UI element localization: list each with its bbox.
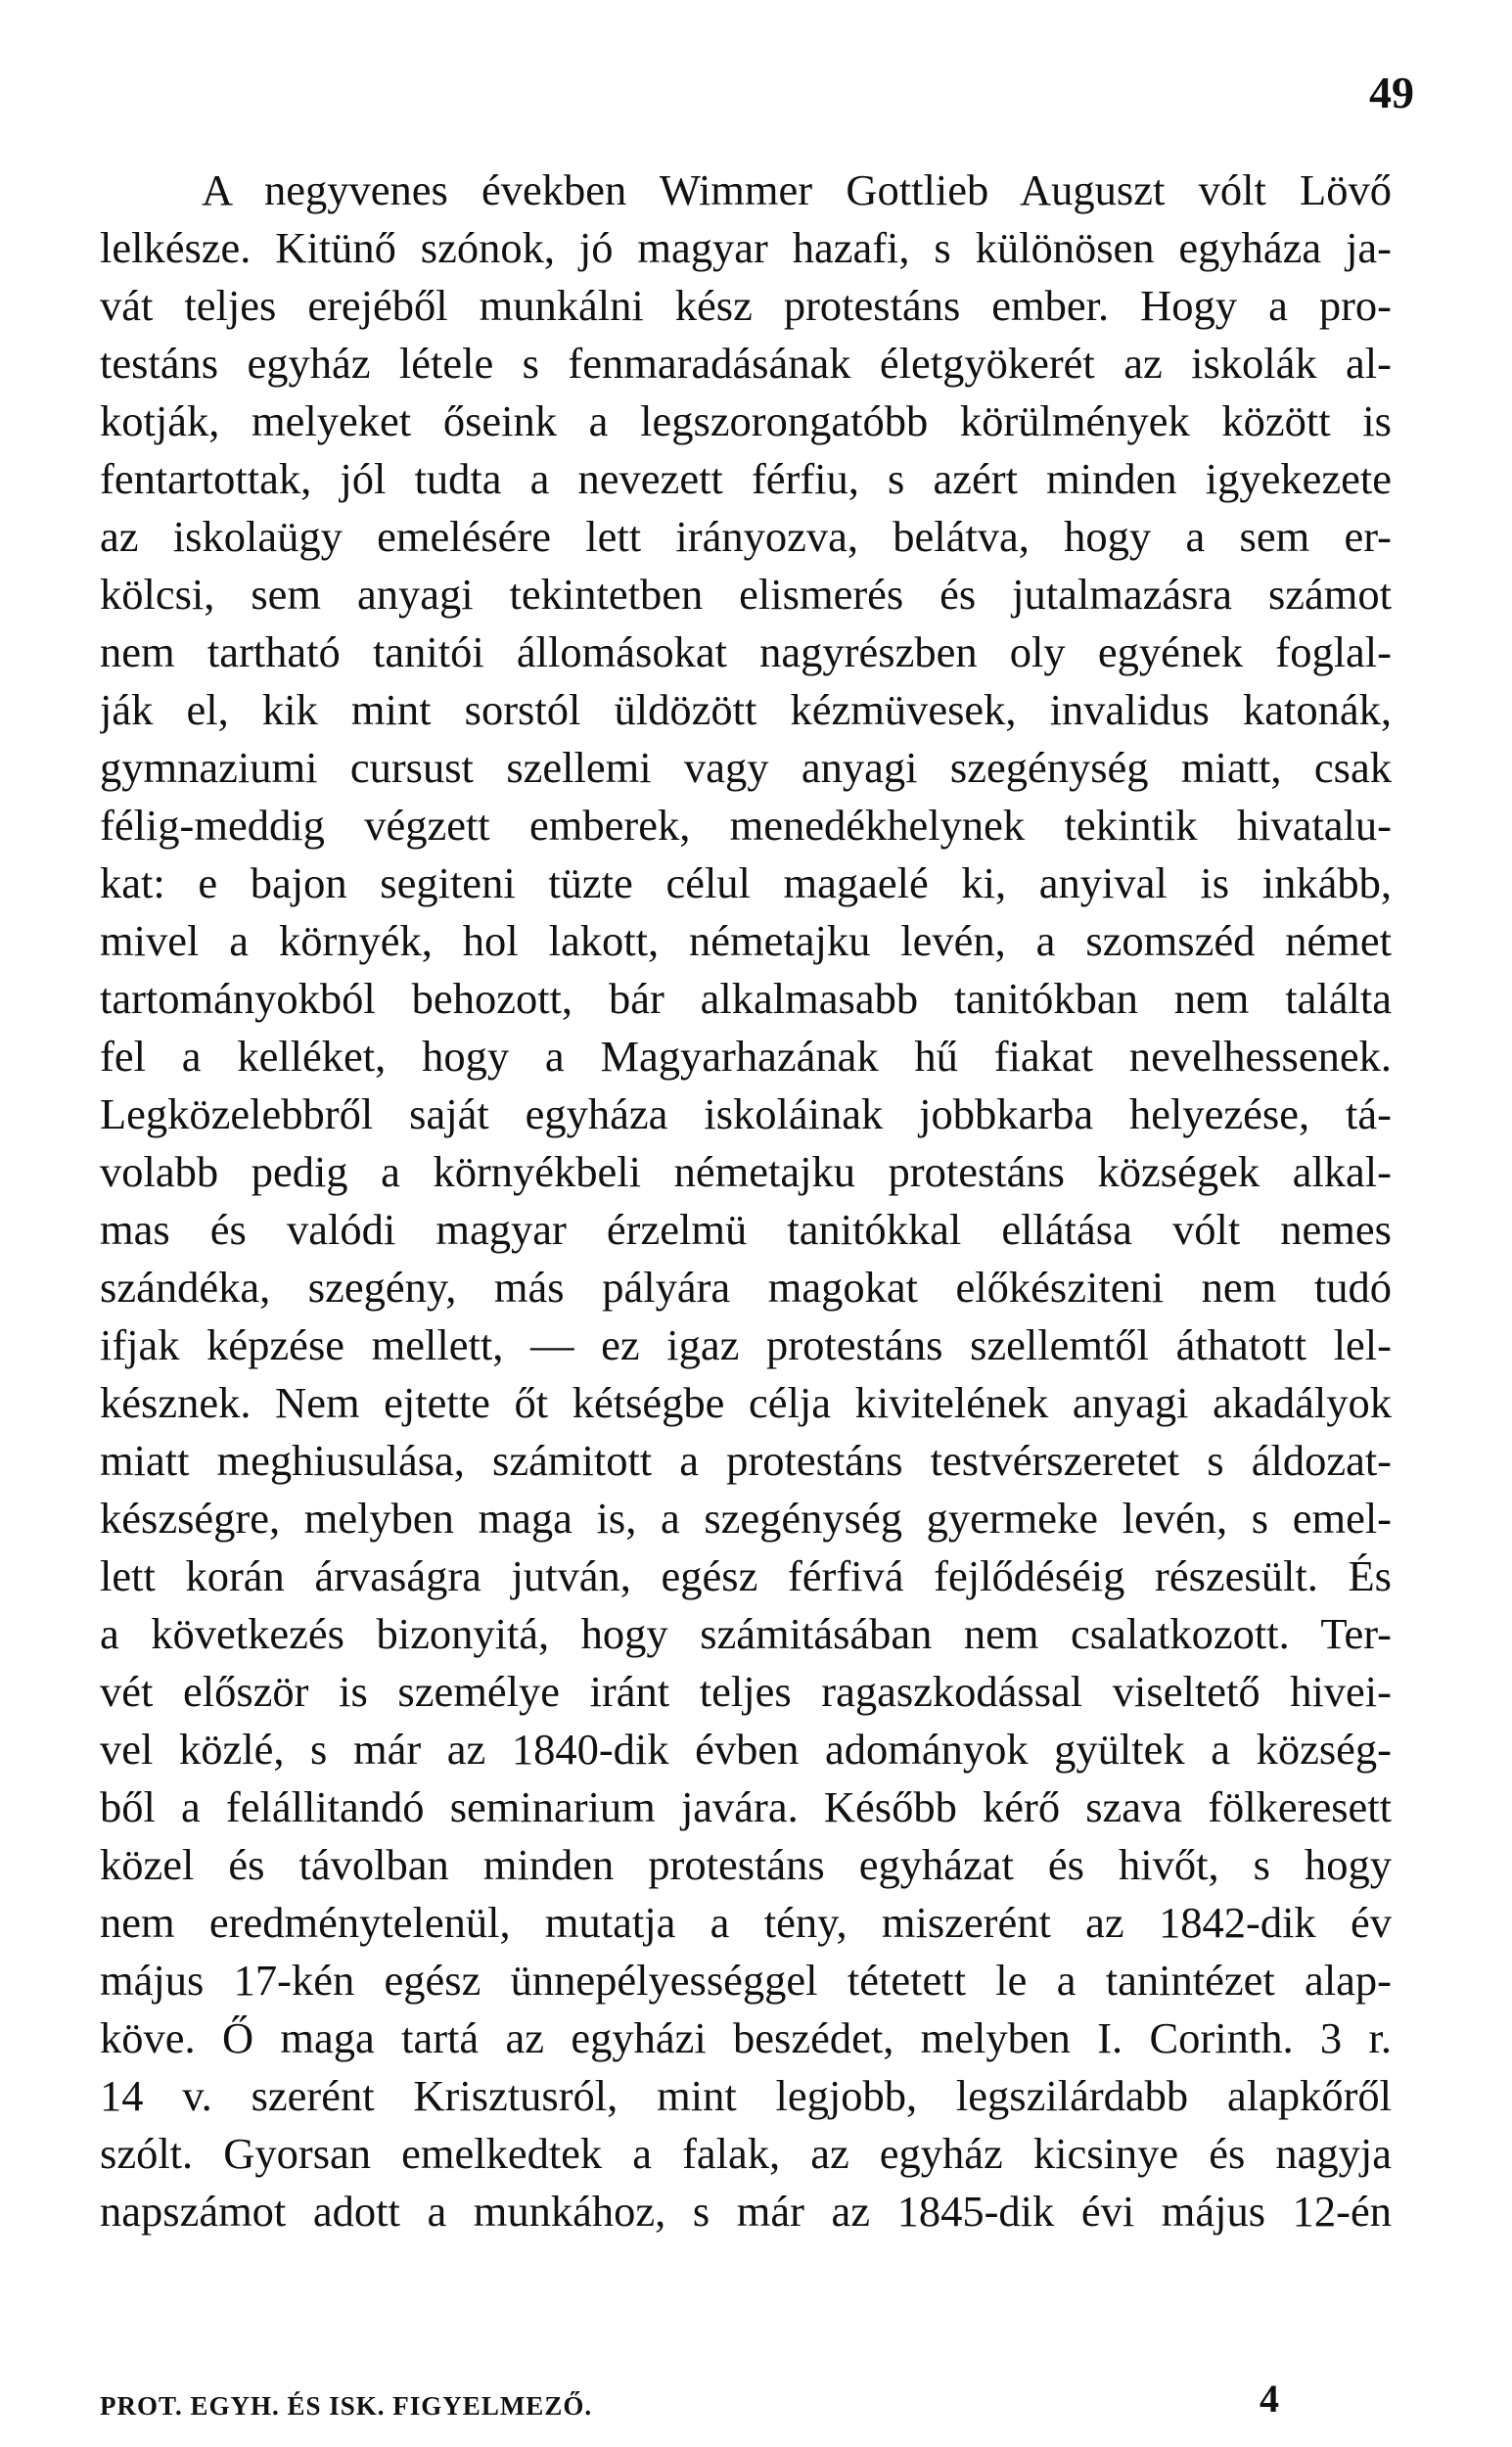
text-line: mas és valódi magyar érzelmü tanitókkal ellátása vólt nemes <box>100 1205 1392 1254</box>
text-line: nem tartható tanitói állomásokat nagyrészben oly egyének foglal- <box>100 627 1392 676</box>
text-line: közel és távolban minden protestáns egyházat és hivőt, s hogy <box>100 1840 1392 1889</box>
text-line: vét először is személye iránt teljes ragaszkodással viseltető hivei- <box>100 1667 1392 1716</box>
page-number: 49 <box>1369 68 1414 117</box>
text-line: lelkésze. Kitünő szónok, jó magyar hazafi, s különösen egyháza ja- <box>100 223 1392 272</box>
text-line: A negyvenes években Wimmer Gottlieb Auguszt vólt Lövő <box>202 165 1392 214</box>
text-line: az iskolaügy emelésére lett irányozva, belátva, hogy a sem er- <box>100 512 1392 561</box>
text-line: készségre, melyben maga is, a szegénység gyermeke levén, s emel- <box>100 1494 1392 1543</box>
text-line: napszámot adott a munkához, s már az 1845-dik évi május 12-én <box>100 2187 1392 2236</box>
text-line: kölcsi, sem anyagi tekintetben elismerés és jutalmazásra számot <box>100 570 1392 619</box>
text-line: vel közlé, s már az 1840-dik évben adományok gyültek a község- <box>100 1725 1392 1774</box>
text-line: kat: e bajon segiteni tüzte célul magaelé ki, anyival is inkább, <box>100 858 1392 907</box>
page-footer <box>100 2377 1392 2423</box>
text-line: nem eredménytelenül, mutatja a tény, miszerént az 1842-dik év <box>100 1898 1392 1947</box>
body-text <box>100 162 1392 2240</box>
text-line: késznek. Nem ejtette őt kétségbe célja kivitelének anyagi akadályok <box>100 1378 1392 1427</box>
text-line: ifjak képzése mellett, — ez igaz protestáns szellemtől áthatott lel- <box>100 1320 1392 1369</box>
text-line: gymnaziumi cursust szellemi vagy anyagi szegénység miatt, csak <box>100 743 1392 792</box>
text-line: volabb pedig a környékbeli németajku protestáns községek alkal- <box>100 1147 1392 1196</box>
text-line: tartományokból behozott, bár alkalmasabb tanitókban nem találta <box>100 974 1392 1023</box>
text-line: mivel a környék, hol lakott, németajku levén, a szomszéd német <box>100 916 1392 965</box>
sheet-number: 4 <box>1260 2377 1279 2421</box>
text-line: köve. Ő maga tartá az egyházi beszédet, melyben I. Corinth. 3 r. <box>100 2013 1392 2062</box>
text-line: fentartottak, jól tudta a nevezett férfiu, s azért minden igyekezete <box>100 454 1392 503</box>
text-line: Legközelebbről saját egyháza iskoláinak jobbkarba helyezése, tá- <box>100 1089 1392 1138</box>
text-line: kotják, melyeket őseink a legszorongatóbb körülmények között is <box>100 396 1392 445</box>
text-line: ből a felállitandó seminarium javára. Később kérő szava fölkeresett <box>100 1782 1392 1831</box>
text-line: lett korán árvaságra jutván, egész férfivá fejlődéséig részesült. És <box>100 1551 1392 1600</box>
text-line: 14 v. szerént Krisztusról, mint legjobb, legszilárdabb alapkőről <box>100 2071 1392 2120</box>
text-line: a következés bizonyitá, hogy számitásában nem csalatkozott. Ter- <box>100 1609 1392 1658</box>
text-line: miatt meghiusulása, számitott a protestáns testvérszeretet s áldozat- <box>100 1436 1392 1485</box>
footer-signature: PROT. EGYH. ÉS ISK. FIGYELMEZŐ. <box>100 2391 593 2421</box>
text-line: fel a kelléket, hogy a Magyarhazának hű fiakat nevelhessenek. <box>100 1032 1392 1081</box>
text-line: szólt. Gyorsan emelkedtek a falak, az egyház kicsinye és nagyja <box>100 2129 1392 2178</box>
text-line: ják el, kik mint sorstól üldözött kézmüvesek, invalidus katonák, <box>100 685 1392 734</box>
text-line: szándéka, szegény, más pályára magokat előkésziteni nem tudó <box>100 1263 1392 1312</box>
text-line: május 17-kén egész ünnepélyességgel tétetett le a tanintézet alap- <box>100 1956 1392 2005</box>
text-line: félig-meddig végzett emberek, menedékhelynek tekintik hivatalu- <box>100 801 1392 850</box>
text-line: testáns egyház létele s fenmaradásának életgyökerét az iskolák al- <box>100 339 1392 388</box>
text-line: vát teljes erejéből munkálni kész protestáns ember. Hogy a pro- <box>100 281 1392 330</box>
